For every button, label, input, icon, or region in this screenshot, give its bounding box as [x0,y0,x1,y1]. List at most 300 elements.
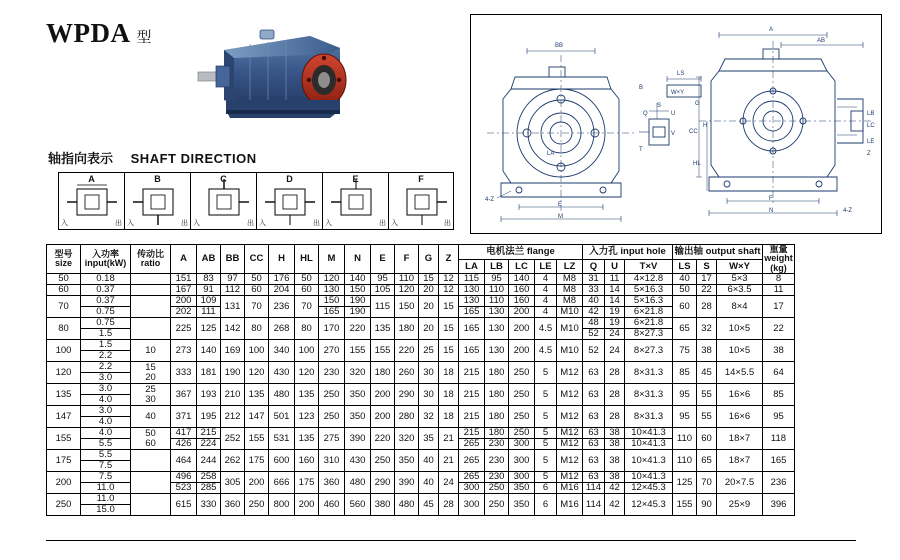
page-title-suffix: 型 [136,29,152,46]
cell-power: 2.2 [81,351,131,362]
cell-bb: 112 [221,285,245,296]
svg-text:F: F [769,196,773,202]
cell-weight: 17 [763,296,795,318]
svg-text:T: T [639,147,643,153]
th-LS: LS [673,259,697,274]
cell-lc: 160 [509,285,535,296]
table-row [47,362,795,373]
shaft-cell-input-label: 入 [391,220,398,227]
cell-weight: 118 [763,428,795,450]
cell-le: 6 [535,494,557,516]
cell-cc: 135 [245,384,269,406]
table-row [47,428,795,439]
cell-wy: 5×3 [717,274,763,285]
cell-e: 250 [371,450,395,472]
th-TV: T×V [625,259,673,274]
cell-tv: 4×12.8 [625,274,673,285]
cell-lb: 230 [485,472,509,483]
cell-size: 250 [47,494,81,516]
th-A: A [171,245,197,274]
cell-wy: 16×6 [717,384,763,406]
cell-weight: 11 [763,285,795,296]
th-M: M [319,245,345,274]
cell-ab: 140 [197,340,221,362]
cell-la: 300 [459,494,485,516]
cell-tv: 12×45.3 [625,494,673,516]
cell-h: 430 [269,362,295,384]
cell-ab: 83 [197,274,221,285]
cell-u: 14 [605,296,625,307]
shaft-cell-letter: C [220,174,227,184]
page-title: WPDA [46,18,131,48]
th-LZ: LZ [557,259,583,274]
table-row [47,494,795,505]
cell-lb: 180 [485,362,509,384]
cell-wy: 16×6 [717,406,763,428]
cell-hl: 60 [295,285,319,296]
cell-size: 50 [47,274,81,285]
cell-ratio: 40 [131,406,171,428]
cell-h: 800 [269,494,295,516]
cell-size: 135 [47,384,81,406]
cell-ls: 95 [673,406,697,428]
cell-s: 17 [697,274,717,285]
cell-q: 31 [583,274,605,285]
cell-ratio: 15 20 [131,362,171,384]
cell-cc: 80 [245,318,269,340]
shaft-direction-cn: 轴指向表示 [48,151,114,166]
cell-z: 18 [439,362,459,384]
cell-la: 215 [459,384,485,406]
cell-cc: 155 [245,428,269,450]
cell-z: 28 [439,494,459,516]
cell-u: 19 [605,318,625,329]
cell-ratio [131,472,171,494]
cell-lc: 200 [509,340,535,362]
cell-m: 310 [319,450,345,472]
shaft-cell-output-label: 出 [313,220,320,227]
cell-u: 28 [605,384,625,406]
cell-hl: 135 [295,384,319,406]
cell-s: 32 [697,318,717,340]
cell-wy: 14×5.5 [717,362,763,384]
svg-text:B: B [639,85,644,91]
cell-q: 63 [583,362,605,384]
cell-ls: 95 [673,384,697,406]
cell-ratio [131,450,171,472]
th-F: F [395,245,419,274]
cell-e: 95 [371,274,395,285]
cell-z: 15 [439,318,459,340]
cell-q: 114 [583,494,605,516]
cell-a: 367 [171,384,197,406]
cell-power: 4.0 [81,395,131,406]
cell-g: 32 [419,406,439,428]
cell-le: 5 [535,439,557,450]
shaft-cell-e [322,172,388,230]
cell-f: 280 [395,406,419,428]
cell-q: 63 [583,428,605,439]
cell-bb: 262 [221,450,245,472]
cell-q: 33 [583,285,605,296]
cell-size: 60 [47,285,81,296]
cell-ratio: 25 30 [131,384,171,406]
cell-cc: 100 [245,340,269,362]
cell-lz: M8 [557,285,583,296]
cell-ls: 60 [673,296,697,318]
cell-tv: 8×31.3 [625,362,673,384]
cell-ratio [131,318,171,340]
cell-le: 4.5 [535,340,557,362]
shaft-cell-input-label: 入 [193,220,200,227]
cell-h: 600 [269,450,295,472]
cell-lb: 110 [485,285,509,296]
cell-m: 165 [319,307,345,318]
cell-tv: 5×16.3 [625,285,673,296]
svg-text:M: M [558,214,563,220]
cell-q: 40 [583,296,605,307]
cell-lc: 250 [509,362,535,384]
cell-s: 45 [697,362,717,384]
svg-text:V: V [671,131,676,137]
cell-weight: 95 [763,406,795,428]
cell-la: 215 [459,428,485,439]
shaft-cell-input-label: 入 [259,220,266,227]
cell-lz: M16 [557,494,583,516]
cell-h: 236 [269,296,295,318]
cell-cc: 60 [245,285,269,296]
table-row [47,384,795,395]
cell-n: 560 [345,494,371,516]
cell-f: 480 [395,494,419,516]
cell-h: 531 [269,428,295,450]
cell-m: 275 [319,428,345,450]
cell-size: 80 [47,318,81,340]
cell-lb: 130 [485,340,509,362]
shaft-cell-letter: A [88,174,95,184]
th-ratio: 传动比 ratio [131,245,171,274]
table-body [47,274,795,516]
cell-m: 250 [319,406,345,428]
cell-wy: 18×7 [717,428,763,450]
shaft-cell-output-label: 出 [181,220,188,227]
cell-lz: M12 [557,428,583,439]
cell-la: 265 [459,439,485,450]
cell-m: 360 [319,472,345,494]
th-power: 入功率 input(kW) [81,245,131,274]
cell-ab: 181 [197,362,221,384]
th-output-shaft-group: 输出轴 output shaft [673,245,763,260]
shaft-cell-f [388,172,454,230]
cell-f: 150 [395,296,419,318]
cell-tv: 8×31.3 [625,384,673,406]
cell-s: 55 [697,406,717,428]
cell-weight: 38 [763,340,795,362]
cell-lc: 160 [509,296,535,307]
svg-text:LB: LB [867,111,875,117]
shaft-cell-letter: B [154,174,161,184]
cell-u: 14 [605,285,625,296]
cell-s: 38 [697,340,717,362]
cell-a: 273 [171,340,197,362]
shaft-cell-input-label: 入 [127,220,134,227]
cell-tv: 8×31.3 [625,406,673,428]
cell-u: 38 [605,439,625,450]
cell-n: 150 [345,285,371,296]
th-flange-group: 电机法兰 flange [459,245,583,260]
cell-lc: 300 [509,472,535,483]
cell-n: 430 [345,450,371,472]
cell-cc: 120 [245,362,269,384]
cell-hl: 80 [295,318,319,340]
th-Q: Q [583,259,605,274]
svg-text:G: G [695,101,700,107]
cell-weight: 396 [763,494,795,516]
cell-weight: 22 [763,318,795,340]
cell-h: 268 [269,318,295,340]
cell-tv: 10×41.3 [625,428,673,439]
cell-tv: 5×16.3 [625,296,673,307]
svg-text:AB: AB [817,38,826,44]
th-N: N [345,245,371,274]
cell-lb: 250 [485,483,509,494]
th-Z: Z [439,245,459,274]
cell-le: 5 [535,472,557,483]
cell-bb: 142 [221,318,245,340]
cell-la: 265 [459,472,485,483]
cell-s: 90 [697,494,717,516]
svg-text:LA: LA [547,151,555,157]
cell-hl: 200 [295,494,319,516]
svg-text:Q: Q [643,111,648,117]
cell-q: 114 [583,483,605,494]
cell-ab: 224 [197,439,221,450]
shaft-cell-output-label: 出 [115,220,122,227]
th-HL: HL [295,245,319,274]
cell-ls: 75 [673,340,697,362]
table-header-row-1 [47,245,795,260]
table-row [47,472,795,483]
cell-z: 24 [439,472,459,494]
cell-a: 615 [171,494,197,516]
cell-power: 3.0 [81,373,131,384]
th-E: E [371,245,395,274]
cell-ab: 215 [197,428,221,439]
cell-g: 30 [419,362,439,384]
svg-text:HL: HL [693,161,701,167]
cell-power: 0.75 [81,318,131,329]
cell-n: 320 [345,362,371,384]
cell-u: 28 [605,406,625,428]
cell-power: 3.0 [81,406,131,417]
cell-weight: 165 [763,450,795,472]
cell-s: 65 [697,450,717,472]
cell-g: 45 [419,494,439,516]
cell-lz: M10 [557,307,583,318]
cell-power: 5.5 [81,439,131,450]
th-LC: LC [509,259,535,274]
cell-ab: 109 [197,296,221,307]
cell-bb: 169 [221,340,245,362]
cell-lz: M12 [557,384,583,406]
shaft-direction-table [58,172,454,230]
footer-rule [46,540,856,541]
cell-lc: 200 [509,307,535,318]
cell-weight: 64 [763,362,795,384]
cell-tv: 8×27.3 [625,340,673,362]
cell-power: 4.0 [81,428,131,439]
cell-f: 350 [395,450,419,472]
cell-q: 63 [583,384,605,406]
cell-power: 0.75 [81,307,131,318]
cell-tv: 10×41.3 [625,450,673,472]
cell-z: 21 [439,428,459,450]
cell-power: 2.2 [81,362,131,373]
cell-weight: 85 [763,384,795,406]
cell-ab: 193 [197,384,221,406]
cell-g: 20 [419,285,439,296]
cell-q: 63 [583,472,605,483]
technical-drawing [470,14,882,234]
cell-h: 340 [269,340,295,362]
th-WY: W×Y [717,259,763,274]
cell-ab: 285 [197,483,221,494]
shaft-cell-c [190,172,256,230]
cell-h: 480 [269,384,295,406]
cell-la: 300 [459,483,485,494]
cell-bb: 190 [221,362,245,384]
cell-ls: 85 [673,362,697,384]
cell-q: 48 [583,318,605,329]
cell-e: 180 [371,362,395,384]
specification-table [46,244,795,516]
cell-lz: M10 [557,340,583,362]
svg-text:H: H [703,123,708,129]
cell-cc: 50 [245,274,269,285]
table-row [47,296,795,307]
th-LA: LA [459,259,485,274]
cell-le: 5 [535,450,557,472]
cell-power: 0.37 [81,296,131,307]
cell-u: 38 [605,450,625,472]
cell-a: 417 [171,428,197,439]
cell-e: 290 [371,472,395,494]
cell-lz: M12 [557,450,583,472]
cell-lb: 110 [485,296,509,307]
shaft-cell-letter: F [418,174,424,184]
cell-n: 220 [345,318,371,340]
cell-le: 4 [535,296,557,307]
shaft-cell-b [124,172,190,230]
cell-la: 165 [459,307,485,318]
cell-e: 200 [371,406,395,428]
cell-bb: 212 [221,406,245,428]
cell-n: 190 [345,307,371,318]
cell-lb: 180 [485,384,509,406]
cell-u: 38 [605,428,625,439]
cell-m: 120 [319,274,345,285]
svg-text:4-Z: 4-Z [485,197,494,203]
svg-text:E: E [558,202,563,208]
cell-ls: 110 [673,428,697,450]
th-CC: CC [245,245,269,274]
th-size: 型号 size [47,245,81,274]
cell-lz: M12 [557,439,583,450]
cell-hl: 160 [295,450,319,472]
cell-size: 155 [47,428,81,450]
cell-tv: 12×45.3 [625,483,673,494]
cell-a: 200 [171,296,197,307]
cell-le: 4 [535,307,557,318]
shaft-cell-letter: E [352,174,359,184]
cell-la: 115 [459,274,485,285]
shaft-cell-input-label: 入 [325,220,332,227]
cell-m: 130 [319,285,345,296]
cell-g: 20 [419,296,439,318]
cell-e: 155 [371,340,395,362]
cell-lb: 130 [485,307,509,318]
cell-e: 115 [371,296,395,318]
table-row [47,340,795,351]
cell-le: 4.5 [535,318,557,340]
cell-u: 42 [605,494,625,516]
shaft-cell-input-label: 入 [61,220,68,227]
cell-ab: 258 [197,472,221,483]
cell-h: 501 [269,406,295,428]
cell-z: 15 [439,340,459,362]
product-photo [190,14,370,134]
shaft-cell-d [256,172,322,230]
svg-text:LC: LC [867,123,875,129]
cell-lb: 95 [485,274,509,285]
cell-le: 4 [535,285,557,296]
cell-lc: 200 [509,318,535,340]
cell-u: 28 [605,362,625,384]
shaft-direction-heading [48,148,257,167]
shaft-cell-letter: D [286,174,293,184]
cell-lz: M8 [557,274,583,285]
cell-tv: 8×27.3 [625,329,673,340]
cell-f: 110 [395,274,419,285]
cell-tv: 10×41.3 [625,472,673,483]
cell-power: 4.0 [81,417,131,428]
cell-size: 200 [47,472,81,494]
cell-g: 40 [419,472,439,494]
cell-ls: 155 [673,494,697,516]
cell-s: 60 [697,428,717,450]
shaft-cell-output-label: 出 [379,220,386,227]
cell-ab: 125 [197,318,221,340]
table-row [47,318,795,329]
cell-lz: M16 [557,483,583,494]
cell-wy: 6×3.5 [717,285,763,296]
cell-u: 11 [605,274,625,285]
cell-ratio [131,285,171,296]
cell-power: 7.5 [81,461,131,472]
cell-u: 42 [605,483,625,494]
th-H: H [269,245,295,274]
cell-g: 15 [419,274,439,285]
cell-cc: 70 [245,296,269,318]
cell-hl: 120 [295,362,319,384]
cell-e: 105 [371,285,395,296]
cell-ab: 195 [197,406,221,428]
th-S: S [697,259,717,274]
cell-n: 155 [345,340,371,362]
cell-f: 320 [395,428,419,450]
cell-power: 11.0 [81,483,131,494]
svg-text:LE: LE [867,139,875,145]
